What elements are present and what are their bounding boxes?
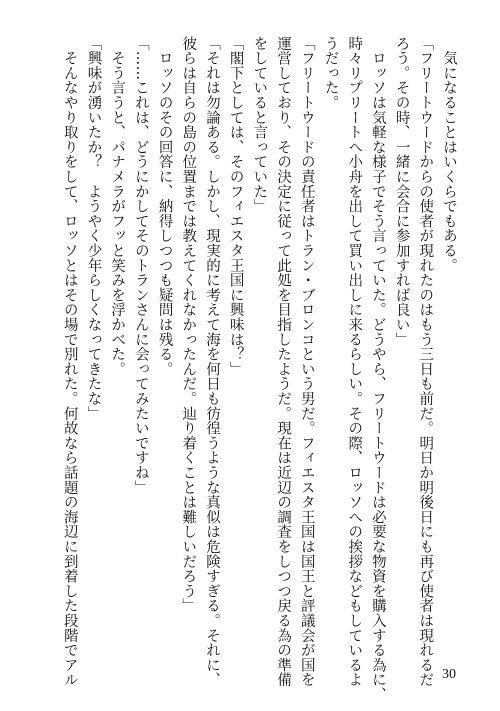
text-line: 時々リプリートへ小舟を出して買い出しに来るらしい。その際、ロッソへの挨拶などもしているよ [346,36,363,688]
text-line: 「興味が湧いたか？ ようやく少年らしくなってきたな」 [85,36,102,421]
text-line: 「それは勿論ある。しかし、現実的に考えて海を何日も彷徨うような真似は危険すぎる。それに、 [203,36,220,688]
text-line: うだった。 [322,36,339,110]
text-line: そんなやり取りをして、ロッソとはその場で別れた。何故なら話題の海辺に到着した段階でアル [61,36,78,688]
text-line: 「……これは、どうにかしてそのトランさんに会ってみたいですね」 [132,36,149,495]
text-line: ロッソのその回答に、納得しつつも疑問は残る。 [156,36,173,377]
text-line: 気になることはいくらでもある。 [441,36,457,273]
text-line: をしていると言っていた」 [251,36,268,214]
text-line: ろう。その時、一緒に会合に参加すれば良い」 [393,36,410,347]
text-line: 「閣下としては、そのフィエスタ王国に興味は？」 [227,36,244,377]
text-line: ロッソは気軽な様子でそう言っていた。どうやら、フリートウードは必要な物資を購入する為に、 [369,36,386,702]
text-line: 「フリートウードからの使者が現れたのはもう三日も前だ。明日か明後日にも再び使者は現れるだ [417,36,434,688]
text-line: 運営しており、その決定に従って此処を目指したようだ。現在は近辺の調査をしつつ戻る為の準備 [275,36,292,688]
text-line: そう言うと、パナメラがフッと笑みを浮かべた。 [109,36,126,377]
page-number: 30 [442,667,456,682]
text-line: 「フリートウードの責任者はトラン・ブロンコという男だ。フィエスタ王国は国王と評議会が国を [298,36,315,688]
text-line: 彼らは自らの島の位置までは教えてくれなかったんだ。辿り着くことは難しいだろう」 [180,36,197,614]
